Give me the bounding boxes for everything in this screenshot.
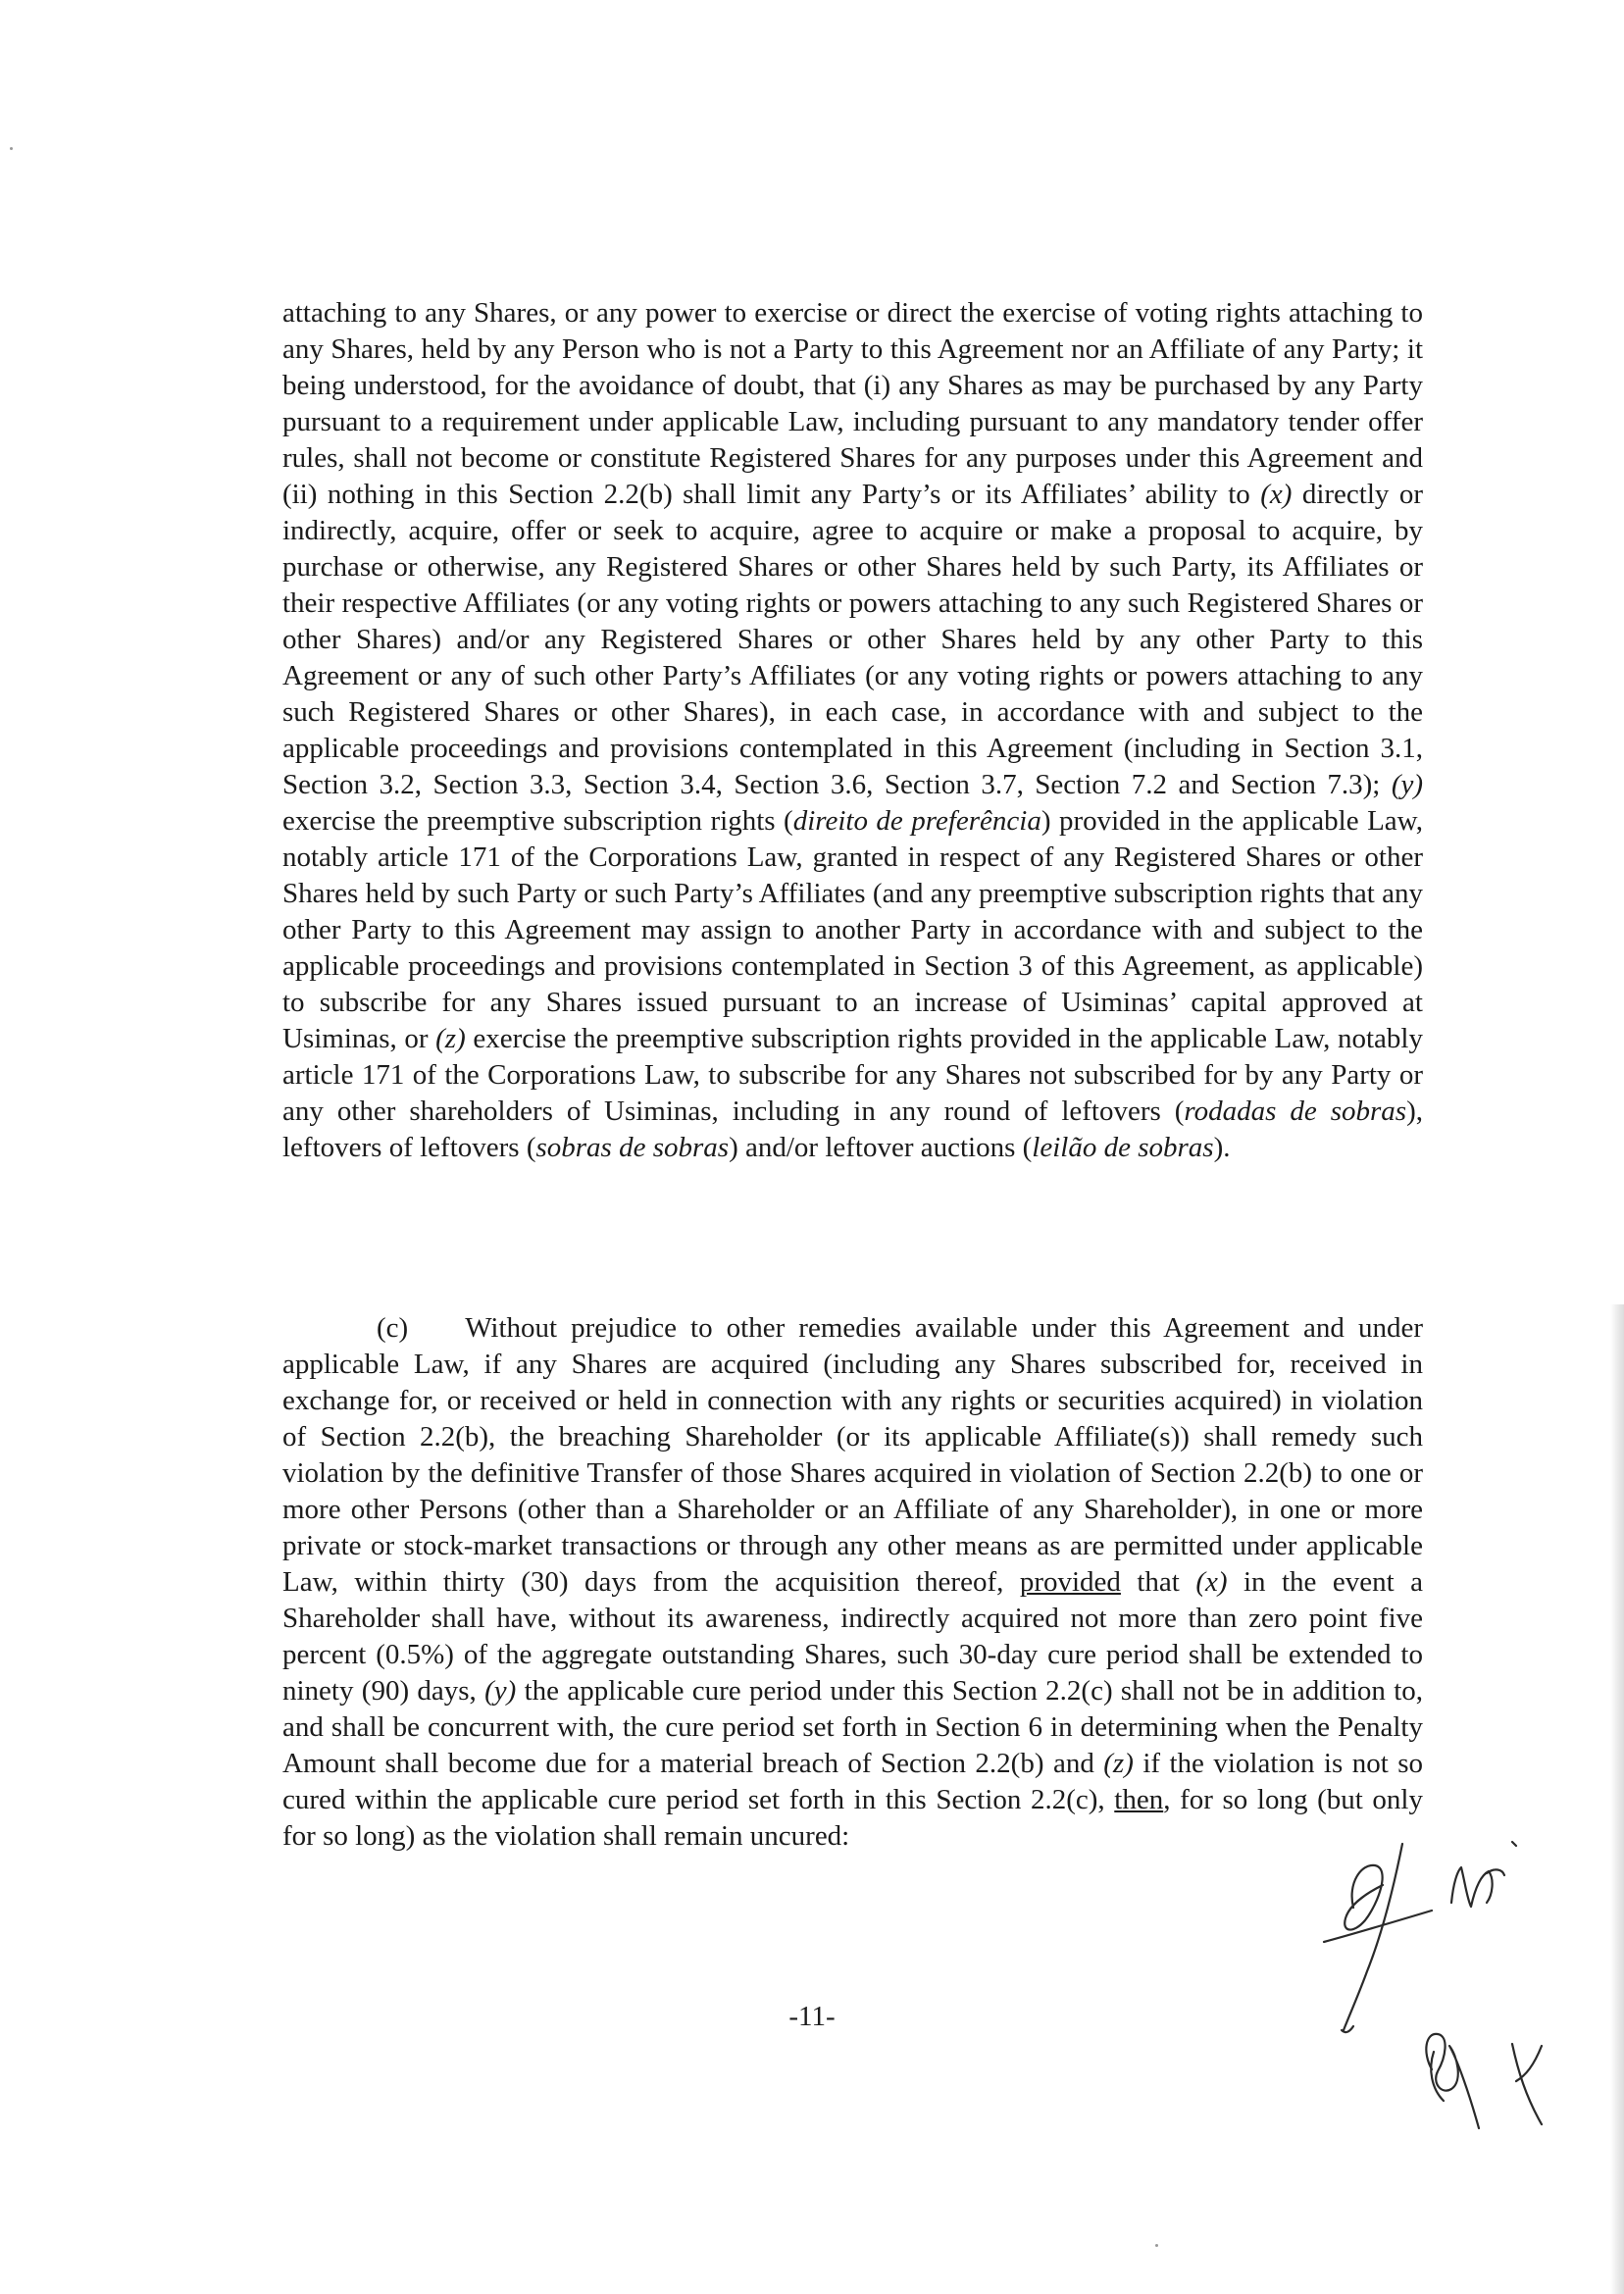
text-run-italic: leilão de sobras — [1032, 1132, 1214, 1163]
text-run: the applicable cure period under this Section 2.2(c) shall not be in addition to, and shall be concurrent with, the cure period set forth in Section 6 in determining when the Penalty Amount shall become due for a material breach of Section 2.2(b) and — [282, 1675, 1423, 1779]
scan-speck — [1155, 2244, 1158, 2247]
text-run-underlined: then — [1114, 1784, 1164, 1815]
text-run: ), leftovers of leftovers ( — [282, 1096, 1423, 1163]
scan-speck — [10, 147, 13, 150]
page-number: -11- — [788, 2001, 836, 2032]
scan-shadow-edge — [1610, 1304, 1624, 2294]
text-run: that — [1120, 1566, 1196, 1598]
paragraph-section-2-2-c — [282, 1310, 1423, 1855]
text-run: if the violation is not so cured within the applicable cure period set forth in this Section 2.2(c), — [282, 1748, 1423, 1815]
text-run-italic: (z) — [1103, 1748, 1134, 1779]
text-run-italic: (y) — [484, 1675, 517, 1707]
text-run: attaching to any Shares, or any power to exercise or direct the exercise of voting rights attaching to any Shares, held by any Person who is not a Party to this Agreement nor an Affiliate of any Party; it being understood, for the avoidance of doubt, that (i) any Shares as may be purchased by any Party pursuant to a requirement under applicable Law, including pursuant to any mandatory tender offer rules, shall not become or constitute Registered Shares for any purposes under this Agreement and (ii) nothing in this Section 2.2(b) shall limit any Party’s or its Affiliates’ ability to — [282, 297, 1423, 510]
handwritten-initials — [1285, 1824, 1579, 2158]
text-run-italic: (y) — [1391, 769, 1423, 800]
text-run-italic: sobras de sobras — [535, 1132, 730, 1163]
paragraph-continuation — [282, 295, 1423, 1166]
clause-label: (c) — [377, 1312, 409, 1344]
text-run-italic: direito de preferência — [792, 805, 1041, 837]
text-run: exercise the preemptive subscription rights provided in the applicable Law, notably article 171 of the Corporations Law, to subscribe for any Shares not subscribed for by any Party or any other shareholders of Usiminas, including in any round of leftovers ( — [282, 1023, 1423, 1127]
text-run: directly or indirectly, acquire, offer or seek to acquire, agree to acquire or make a proposal to acquire, by purchase or otherwise, any Registered Shares or other Shares held by such Party, its Affiliates or their respective Affiliates (or any voting rights or powers attaching to any such Registered Shares or other Shares) and/or any Registered Shares or other Shares held by any other Party to this Agreement or any of such other Party’s Affiliates (or any voting rights or powers attaching to any such Registered Shares or other Shares), in each case, in accordance with and subject to the applicable proceedings and provisions contemplated in this Agreement (including in Section 3.1, Section 3.2, Section 3.3, Section 3.4, Section 3.6, Section 3.7, Section 7.2 and Section 7.3); — [282, 479, 1423, 800]
text-run-italic: (z) — [435, 1023, 466, 1054]
text-run: Without prejudice to other remedies available under this Agreement and under applicable Law, if any Shares are acquired (including any Shares subscribed for, received in exchange for, or received or held in connection with any rights or securities acquired) in violation of Section 2.2(b), the breaching Shareholder (or its applicable Affiliate(s)) shall remedy such violation by the definitive Transfer of those Shares acquired in violation of Section 2.2(b) to one or more other Persons (other than a Shareholder or an Affiliate of any Shareholder), in one or more private or stock-market transactions or through any other means as are permitted under applicable Law, within thirty (30) days from the acquisition thereof, — [282, 1312, 1423, 1598]
text-run: ) provided in the applicable Law, notably article 171 of the Corporations Law, granted in respect of any Registered Shares or other Shares held by such Party or such Party’s Affiliates (and any preemptive subscription rights that any other Party to this Agreement may assign to another Party in accordance with and subject to the applicable proceedings and provisions contemplated in Section 3 of this Agreement, as applicable) to subscribe for any Shares issued pursuant to an increase of Usiminas’ capital approved at Usiminas, or — [282, 805, 1423, 1054]
text-run: in the event a Shareholder shall have, without its awareness, indirectly acquired not more than zero point five percent (0.5%) of the aggregate outstanding Shares, such 30-day cure period shall be extended to ninety (90) days, — [282, 1566, 1423, 1707]
text-run-italic: (x) — [1260, 479, 1293, 510]
text-run-italic: rodadas de sobras — [1184, 1096, 1407, 1127]
text-run: ). — [1213, 1132, 1231, 1163]
text-run: , for so long (but only for so long) as the violation shall remain uncured: — [282, 1784, 1423, 1852]
text-run: ) and/or leftover auctions ( — [729, 1132, 1033, 1163]
text-run: exercise the preemptive subscription rights ( — [282, 805, 793, 837]
text-run-underlined: provided — [1019, 1566, 1121, 1598]
text-run-italic: (x) — [1195, 1566, 1228, 1598]
